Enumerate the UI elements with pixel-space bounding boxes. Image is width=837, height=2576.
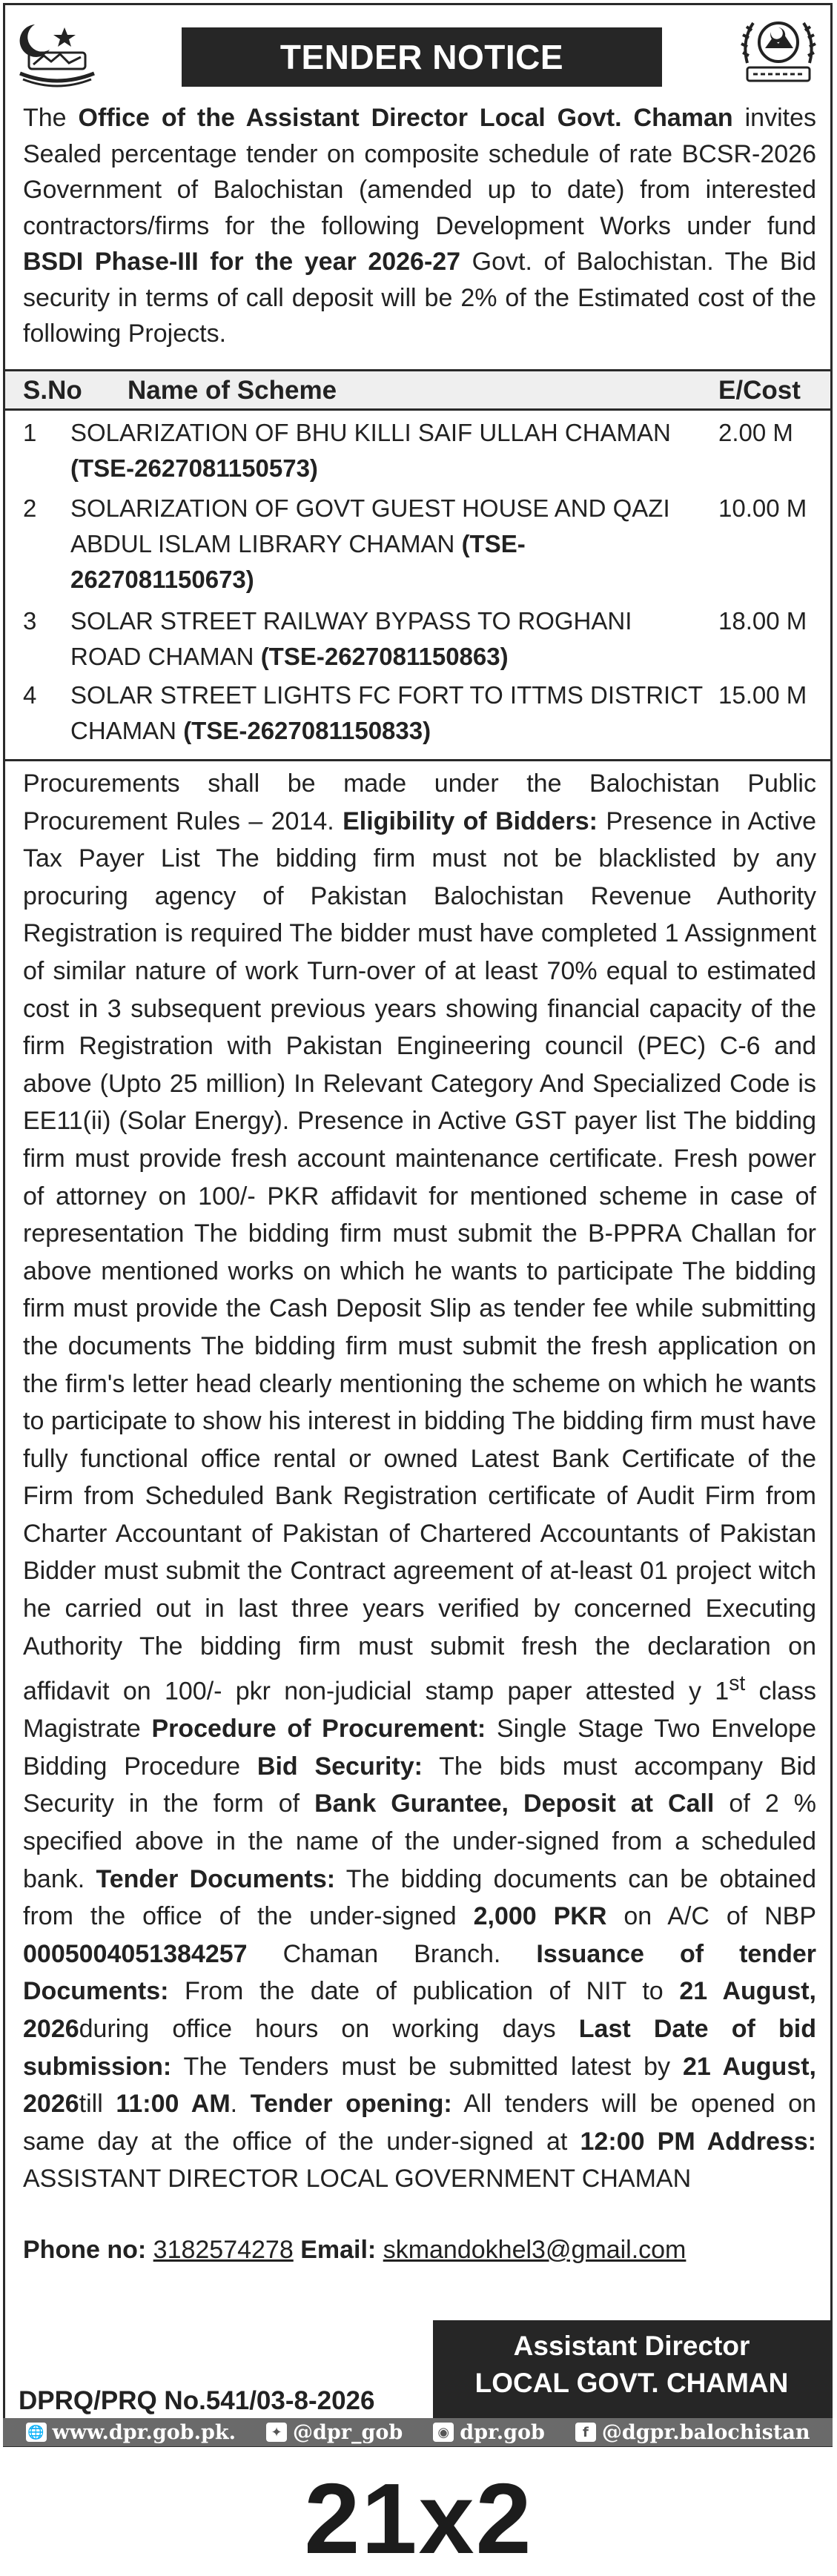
issuance-heading: Issuance of tender Documents: [23, 1939, 816, 2006]
signatory-title: Assistant Director [513, 2331, 750, 2361]
tender-documents-heading: Tender Documents: [96, 1864, 336, 1893]
body-text: From the date of publication of NIT to [168, 1977, 680, 2006]
intro-text: Govt. of Balochistan. The Bid security in terms of call deposit will be 2% of the Estimated cost of the following Projects. [23, 248, 817, 348]
office-name: Office of the Assistant Director Local Govt. Chaman [78, 104, 745, 132]
instagram-icon: ◉ [433, 2423, 454, 2442]
address-text: ASSISTANT DIRECTOR LOCAL GOVERNMENT CHAMAN [23, 2165, 692, 2193]
bid-security-heading: Bid Security: [257, 1752, 423, 1781]
body-text: Chaman Branch. [247, 1939, 537, 1968]
row-sno: 1 [23, 419, 37, 446]
twitter-link[interactable] [266, 2421, 403, 2444]
scheme-name: SOLARIZATION OF GOVT GUEST HOUSE AND QAZI ABDUL ISLAM LIBRARY CHAMAN [70, 494, 670, 557]
body-text: Single Stage Two Envelope Bidding Procedure [23, 1715, 816, 1781]
tender-opening-heading: Tender opening: [250, 2090, 452, 2119]
notice-header [5, 5, 830, 90]
col-sno-header: S.No [23, 376, 82, 405]
body-text: Procurements shall be made under the Balochistan Public Procurement Rules – 2014. [23, 769, 816, 835]
ordinal-suffix: st [729, 1672, 746, 1696]
fund-name: BSDI Phase-III for the year 2026-27 [23, 248, 461, 276]
submission-time: 11:00 AM [116, 2090, 231, 2119]
bank-guarantee-text: Bank Gurantee, Deposit at Call [314, 1789, 715, 1818]
body-text: The Tenders must be submitted latest by [171, 2052, 683, 2081]
body-text: The bids must accompany Bid Security in the form of [23, 1752, 816, 1818]
body-text: on A/C of NBP [606, 1902, 817, 1931]
dprq-number: DPRQ/PRQ No.541/03-8-2026 [19, 2386, 375, 2415]
twitter-icon: ✦ [266, 2423, 287, 2442]
government-emblem-icon [13, 11, 102, 88]
row-scheme [70, 415, 708, 486]
account-number: 0005004051384257 [23, 1939, 248, 1968]
opening-time-address-label: 12:00 PM Address: [580, 2127, 816, 2156]
col-scheme-header: Name of Scheme [128, 376, 337, 405]
email-link[interactable]: skmandokhel3@gmail.com [383, 2236, 687, 2264]
row-sno: 4 [23, 681, 37, 709]
scheme-tse: (TSE-2627081150863) [260, 643, 509, 670]
tender-fee: 2,000 PKR [473, 1902, 607, 1931]
instagram-handle: dpr.gob [460, 2420, 545, 2444]
intro-text: invites Sealed percentage tender on composite schedule of rate BCSR-2026 Government of Balochistan (amended up to date) from interested contractors/firms for the following Development Works under fund [23, 104, 816, 240]
intro-text: The [23, 104, 79, 132]
eligibility-heading: Eligibility of Bidders: [343, 807, 598, 835]
scheme-name: SOLAR STREET LIGHTS FC FORT TO ITTMS DISTRICT CHAMAN [70, 681, 703, 744]
row-scheme [70, 603, 708, 675]
scheme-tse: (TSE-2627081150573) [70, 454, 318, 482]
globe-icon: 🌐 [26, 2423, 47, 2442]
submission-date: 21 August, 2026 [23, 2052, 816, 2119]
website-link[interactable] [26, 2421, 236, 2444]
body-text: Presence in Active Tax Payer List The bidding firm must not be blacklisted by any procuring agency of Pakistan Balochistan Revenue Authority Registration is required The bidder must have completed 1 Assignment of similar nature of work Turn-over of at least 70% equal to estimated cost in 3 subsequent previous years showing financial capacity of the firm Registration with Pakistan Engineering council (PEC) C-6 and above (Upto 25 million) In Relevant Category And Specialized Code is EE11(ii) (Solar Energy). Presence in Active GST payer list The bidding firm must provide fresh account maintenance certificate. Fresh power of attorney on 100/- PKR affidavit for mentioned scheme in case of representation The bidding firm must submit the B-PPRA Challan for above mentioned works on which he wants to participate The bidding firm must provide the Cash Deposit Slip as tender fee while submitting the documents The bidding firm must submit the fresh application on the firm's letter head clearly mentioning the scheme on which he wants to participate to show his interest in bidding The bidding firm must have fully functional office rental or owned Latest Bank Certificate of the Firm from Scheduled Bank Registration certificate of Audit Firm from Charter Accountant of Pakistan of Chartered Accountants of Pakistan Bidder must submit the Contract agreement of at-least 01 project witch he carried out in last three years verified by concerned Executing Authority The bidding firm must submit fresh the declaration on affidavit on 100/- pkr non-judicial stamp paper attested y 1 [23, 807, 816, 1706]
page-title: TENDER NOTICE [182, 27, 662, 87]
body-text: The bidding documents can be obtained from the office of the under-signed [23, 1864, 816, 1931]
scheme-tse: (TSE-2627081150673) [70, 530, 526, 593]
row-cost: 10.00 M [718, 494, 807, 522]
tender-notice-frame [3, 3, 833, 2447]
scheme-tse: (TSE-2627081150833) [183, 717, 431, 744]
instagram-link[interactable] [433, 2421, 545, 2444]
body-text: class Magistrate [23, 1677, 816, 1744]
intro-paragraph [23, 100, 816, 352]
twitter-handle: @dpr_gob [292, 2420, 403, 2444]
procedure-heading: Procedure of Procurement: [151, 1715, 486, 1744]
scheme-name: SOLARIZATION OF BHU KILLI SAIF ULLAH CHAMAN [70, 419, 671, 446]
ad-size-label: 21x2 [304, 2463, 533, 2575]
row-sno: 3 [23, 607, 37, 635]
row-sno: 2 [23, 494, 37, 522]
schemes-table-header [5, 369, 830, 411]
facebook-handle: @dgpr.balochistan [601, 2420, 810, 2444]
body-text: . [230, 2090, 251, 2119]
body-text: during office hours on working days [79, 2014, 579, 2043]
tender-conditions [23, 765, 816, 2198]
row-scheme [70, 491, 708, 597]
facebook-icon: f [575, 2423, 596, 2442]
last-date-heading: Last Date of bid submission: [23, 2014, 816, 2081]
facebook-link[interactable] [575, 2421, 810, 2444]
row-scheme [70, 678, 708, 749]
signatory-office: LOCAL GOVT. CHAMAN [474, 2368, 789, 2398]
row-cost: 15.00 M [718, 681, 807, 709]
issuance-date: 21 August, 2026 [23, 1977, 816, 2043]
body-text: till [79, 2090, 116, 2119]
contact-line [23, 2231, 816, 2268]
body-text: of 2 % specified above in the name of the under-signed from a scheduled bank. [23, 1789, 817, 1893]
phone-link[interactable]: 3182574278 [153, 2236, 294, 2264]
balochistan-emblem-icon [734, 11, 823, 88]
scheme-name: SOLAR STREET RAILWAY BYPASS TO ROGHANI ROAD CHAMAN [70, 607, 632, 670]
body-text: All tenders will be opened on same day at the office of the under-signed at [23, 2090, 816, 2156]
social-footer [3, 2418, 833, 2446]
website-text: www.dpr.gob.pk. [52, 2420, 236, 2444]
section-divider [5, 759, 830, 761]
email-label: Email: [300, 2236, 377, 2264]
col-cost-header: E/Cost [718, 376, 801, 405]
row-cost: 2.00 M [718, 419, 793, 446]
phone-label: Phone no: [23, 2236, 147, 2264]
row-cost: 18.00 M [718, 607, 807, 635]
